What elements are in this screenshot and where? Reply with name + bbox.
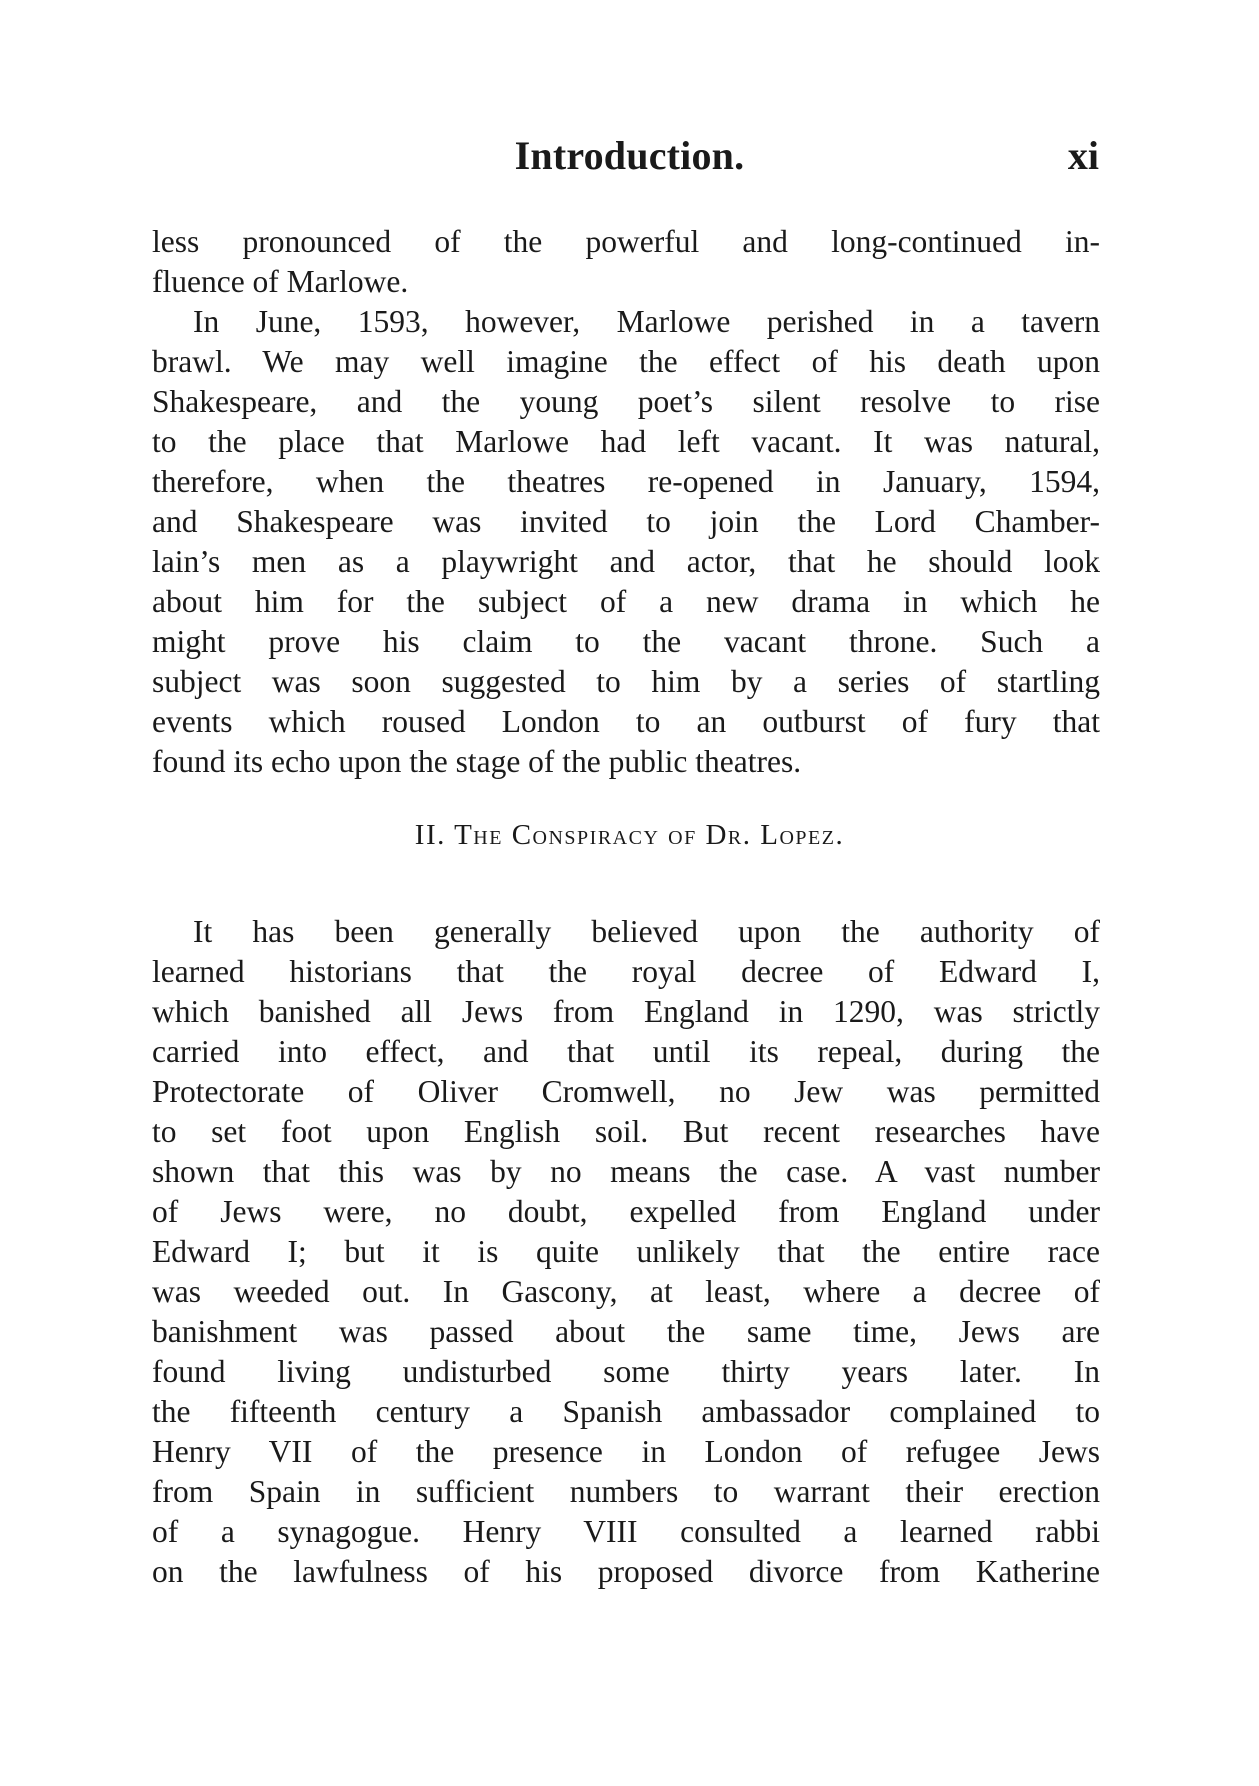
- text-line: the fifteenth century a Spanish ambassador complained to: [152, 1394, 1100, 1429]
- text-line: less pronounced of the powerful and long-continued in-: [152, 224, 1100, 259]
- text-line: Shakespeare, and the young poet’s silent resolve to rise: [152, 384, 1100, 419]
- text-line: to set foot upon English soil. But recent researches have: [152, 1114, 1100, 1149]
- page-number: xi: [1067, 133, 1099, 178]
- text-line: Edward I; but it is quite unlikely that the entire race: [152, 1234, 1100, 1269]
- text-line: was weeded out. In Gascony, at least, where a decree of: [152, 1274, 1100, 1309]
- text-line: lain’s men as a playwright and actor, that he should look: [152, 544, 1100, 579]
- text-line: therefore, when the theatres re-opened in January, 1594,: [152, 464, 1100, 499]
- text-line: events which roused London to an outburst of fury that: [152, 704, 1100, 739]
- text-line: subject was soon suggested to him by a series of startling: [152, 664, 1100, 699]
- text-line: about him for the subject of a new drama in which he: [152, 584, 1100, 619]
- text-line: of Jews were, no doubt, expelled from England under: [152, 1194, 1100, 1229]
- text-line: Protectorate of Oliver Cromwell, no Jew was permitted: [152, 1074, 1100, 1109]
- text-line: In June, 1593, however, Marlowe perished in a tavern: [193, 304, 1100, 339]
- text-line: brawl. We may well imagine the effect of his death upon: [152, 344, 1100, 379]
- section-heading: II. The Conspiracy of Dr. Lopez.: [414, 819, 845, 851]
- text-line: from Spain in sufficient numbers to warrant their erection: [152, 1474, 1100, 1509]
- text-line: Henry VII of the presence in London of refugee Jews: [152, 1434, 1100, 1469]
- text-line: carried into effect, and that until its repeal, during the: [152, 1034, 1100, 1069]
- text-line: to the place that Marlowe had left vacant. It was natural,: [152, 424, 1100, 459]
- text-line: shown that this was by no means the case. A vast number: [152, 1154, 1100, 1189]
- text-line: learned historians that the royal decree of Edward I,: [152, 954, 1100, 989]
- text-line: might prove his claim to the vacant throne. Such a: [152, 624, 1100, 659]
- paragraph-block-lopez: [152, 912, 1100, 1592]
- text-line: which banished all Jews from England in 1290, was strictly: [152, 994, 1100, 1029]
- text-line: found its echo upon the stage of the public theatres.: [152, 744, 802, 779]
- running-title: Introduction.: [514, 133, 745, 178]
- text-line: on the lawfulness of his proposed divorce from Katherine: [152, 1554, 1100, 1589]
- text-line: and Shakespeare was invited to join the Lord Chamber-: [152, 504, 1100, 539]
- text-line: fluence of Marlowe.: [152, 264, 409, 299]
- text-line: of a synagogue. Henry VIII consulted a learned rabbi: [152, 1514, 1100, 1549]
- paragraph-block-marlowe: [152, 222, 1100, 782]
- text-line: banishment was passed about the same time, Jews are: [152, 1314, 1100, 1349]
- text-line: It has been generally believed upon the authority of: [193, 914, 1100, 949]
- running-head: [0, 126, 1259, 186]
- text-line: found living undisturbed some thirty years later. In: [152, 1354, 1100, 1389]
